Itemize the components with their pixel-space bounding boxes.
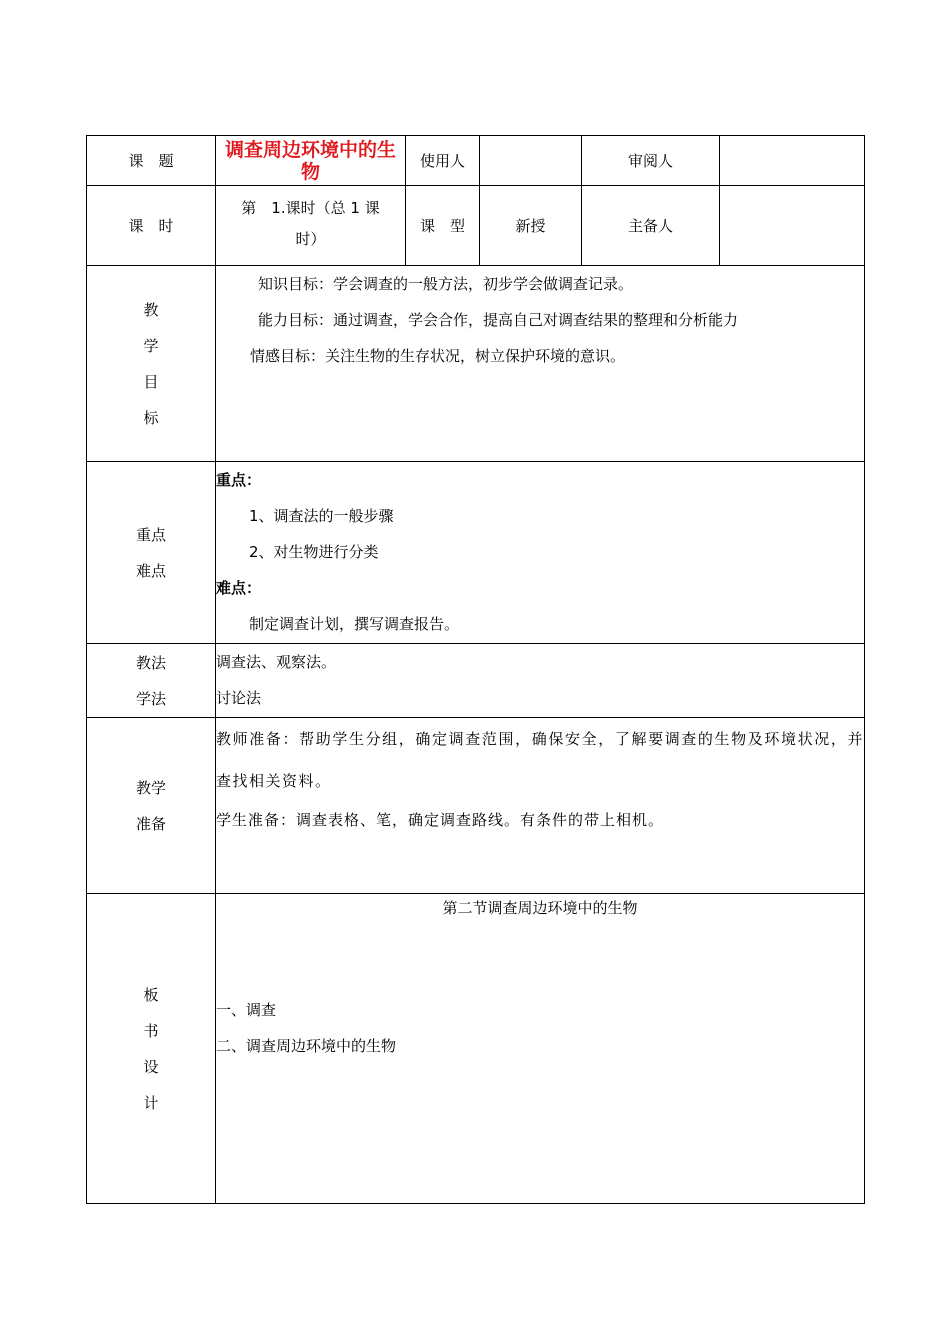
methods-row — [87, 644, 865, 718]
board-heading: 第二节调查周边环境中的生物 — [442, 899, 638, 917]
key-points-label — [87, 462, 216, 644]
board-label-char: 板 — [143, 985, 159, 1004]
header-row-1 — [87, 136, 865, 186]
user-value — [480, 136, 582, 186]
type-value: 新授 — [480, 186, 582, 266]
board-label-char: 设 — [143, 1057, 159, 1076]
board-item: 二、调查周边环境中的生物 — [216, 1037, 397, 1055]
preparation-label-line: 教学 — [135, 778, 166, 797]
methods-label-line: 学法 — [135, 689, 166, 708]
board-label-char: 计 — [143, 1093, 159, 1112]
methods-line: 调查法、观察法。 — [216, 653, 337, 671]
preparer-value — [720, 186, 865, 266]
key-item: 2、对生物进行分类 — [249, 543, 379, 561]
goals-label-char: 目 — [143, 372, 159, 391]
lesson-plan-table — [86, 135, 865, 1204]
period-value — [216, 186, 406, 266]
emotion-goal: 情感目标：关注生物的生存状况，树立保护环境的意识。 — [250, 347, 626, 365]
difficult-title: 难点： — [216, 579, 262, 597]
period-line-2: 时） — [295, 229, 326, 248]
key-points-label-line: 重点 — [135, 525, 166, 544]
period-line-1: 第 1.课时（总 1 课 — [241, 198, 380, 217]
board-row — [87, 894, 865, 1204]
goals-label-char: 学 — [143, 336, 159, 355]
key-points-label-line: 难点 — [135, 561, 166, 580]
key-points-row — [87, 462, 865, 644]
preparation-label — [87, 718, 216, 894]
knowledge-goal: 知识目标：学会调查的一般方法，初步学会做调查记录。 — [258, 275, 634, 293]
goals-row — [87, 266, 865, 462]
preparation-label-line: 准备 — [135, 814, 166, 833]
key-points-content — [216, 462, 865, 644]
goals-label-char: 教 — [143, 300, 159, 319]
key-title: 重点： — [216, 471, 262, 489]
difficult-text: 制定调查计划，撰写调查报告。 — [249, 615, 460, 633]
period-label: 课 时 — [87, 186, 216, 266]
methods-line: 讨论法 — [216, 689, 262, 707]
methods-content — [216, 644, 865, 718]
preparation-content — [216, 718, 865, 894]
ability-goal: 能力目标：通过调查，学会合作，提高自己对调查结果的整理和分析能力 — [258, 311, 739, 329]
methods-label-line: 教法 — [135, 653, 166, 672]
board-label-char: 书 — [143, 1021, 159, 1040]
preparer-label: 主备人 — [582, 186, 720, 266]
goals-label — [87, 266, 216, 462]
topic-label: 课 题 — [87, 136, 216, 186]
reviewer-value — [720, 136, 865, 186]
key-item: 1、调查法的一般步骤 — [249, 507, 394, 525]
board-label — [87, 894, 216, 1204]
type-label: 课 型 — [406, 186, 480, 266]
goals-content — [216, 266, 865, 462]
goals-label-char: 标 — [143, 408, 159, 427]
student-preparation: 学生准备：调查表格、笔，确定调查路线。有条件的带上相机。 — [216, 811, 665, 829]
user-label: 使用人 — [406, 136, 480, 186]
preparation-row — [87, 718, 865, 894]
lesson-title: 调查周边环境中的生物 — [216, 136, 406, 186]
header-row-2 — [87, 186, 865, 266]
reviewer-label: 审阅人 — [582, 136, 720, 186]
teacher-preparation: 教师准备：帮助学生分组，确定调查范围，确保安全，了解要调查的生物及环境状况，并查找相关资料。 — [216, 730, 864, 790]
board-content — [216, 894, 865, 1204]
board-item: 一、调查 — [216, 1001, 277, 1019]
methods-label — [87, 644, 216, 718]
